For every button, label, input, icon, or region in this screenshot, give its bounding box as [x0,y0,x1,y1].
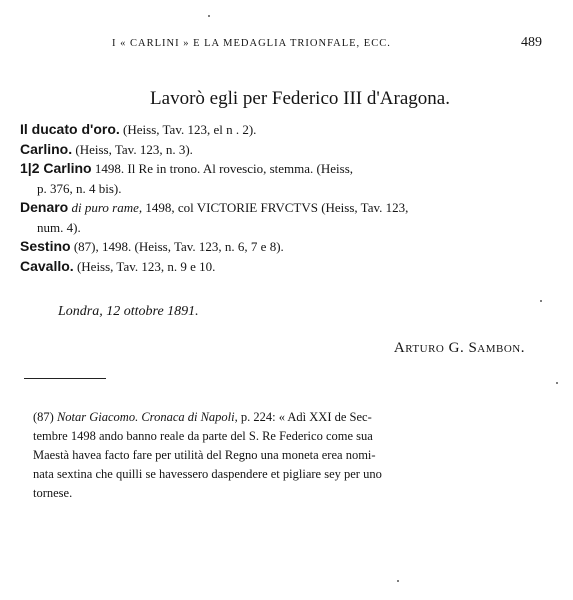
footnote-line-4: nata sextina che quilli se havessero daspendere et pigliare sey per uno [33,467,382,481]
entry-continuation: num. 4). [37,219,81,235]
page-number: 489 [521,35,542,50]
section-heading: Lavorò egli per Federico III d'Aragona. [150,88,450,109]
entry-text: (Heiss, Tav. 123, n. 3). [72,141,193,157]
dateline: Londra, 12 ottobre 1891. [58,304,199,319]
print-speck [556,382,558,384]
coin-entry-denaro [20,198,545,237]
coin-entry-carlino [20,140,545,160]
entry-text: (Heiss, Tav. 123, n. 9 e 10. [73,258,216,274]
footnote-rule [24,378,106,379]
footnote [33,408,537,503]
footnote-line-3: Maestà havea facto fare per utilità del Regno una moneta erea nomi- [33,448,376,462]
footnote-line-1 [33,408,537,427]
footnote-line-2: tembre 1498 ando banno reale da parte del S. Re Federico come sua [33,429,373,443]
entry-name: Carlino. [20,140,73,157]
footnote-text: p. 224: « Adì XXI de Sec- [237,410,372,424]
coin-entry-mezzo-carlino [20,159,545,198]
coin-list [20,120,545,276]
coin-entry-sestino [20,237,545,257]
print-speck [540,300,542,302]
running-title: I « CARLINI » E LA MEDAGLIA TRIONFALE, ECC. [112,38,391,49]
author-signature: Arturo G. Sambon. [393,340,525,356]
entry-name: Il ducato d'oro. [20,121,120,137]
entry-name: Sestino [20,238,71,254]
print-speck [208,15,210,17]
footnote-mark: (87) [33,410,54,424]
coin-entry-cavallo [20,257,545,277]
entry-continuation: p. 376, n. 4 bis). [37,180,122,196]
entry-name: 1|2 Carlino [20,160,92,176]
entry-text: 1498, col VICTORIE FRVCTVS (Heiss, Tav. 123, [142,200,409,215]
entry-text: (Heiss, Tav. 123, el n . 2). [119,122,257,137]
entry-name: Cavallo. [20,257,74,274]
entry-name: Denaro [20,199,69,215]
print-speck [397,580,399,582]
entry-italic: di puro rame, [68,200,143,215]
entry-text: 1498. Il Re in trono. Al rovescio, stemma. (Heiss, [91,161,354,176]
footnote-source: Notar Giacomo. Cronaca di Napoli, [53,410,238,424]
footnote-line-5: tornese. [33,486,73,500]
coin-entry-ducato [20,120,545,140]
entry-text: (87), 1498. (Heiss, Tav. 123, n. 6, 7 e 8). [70,239,284,254]
